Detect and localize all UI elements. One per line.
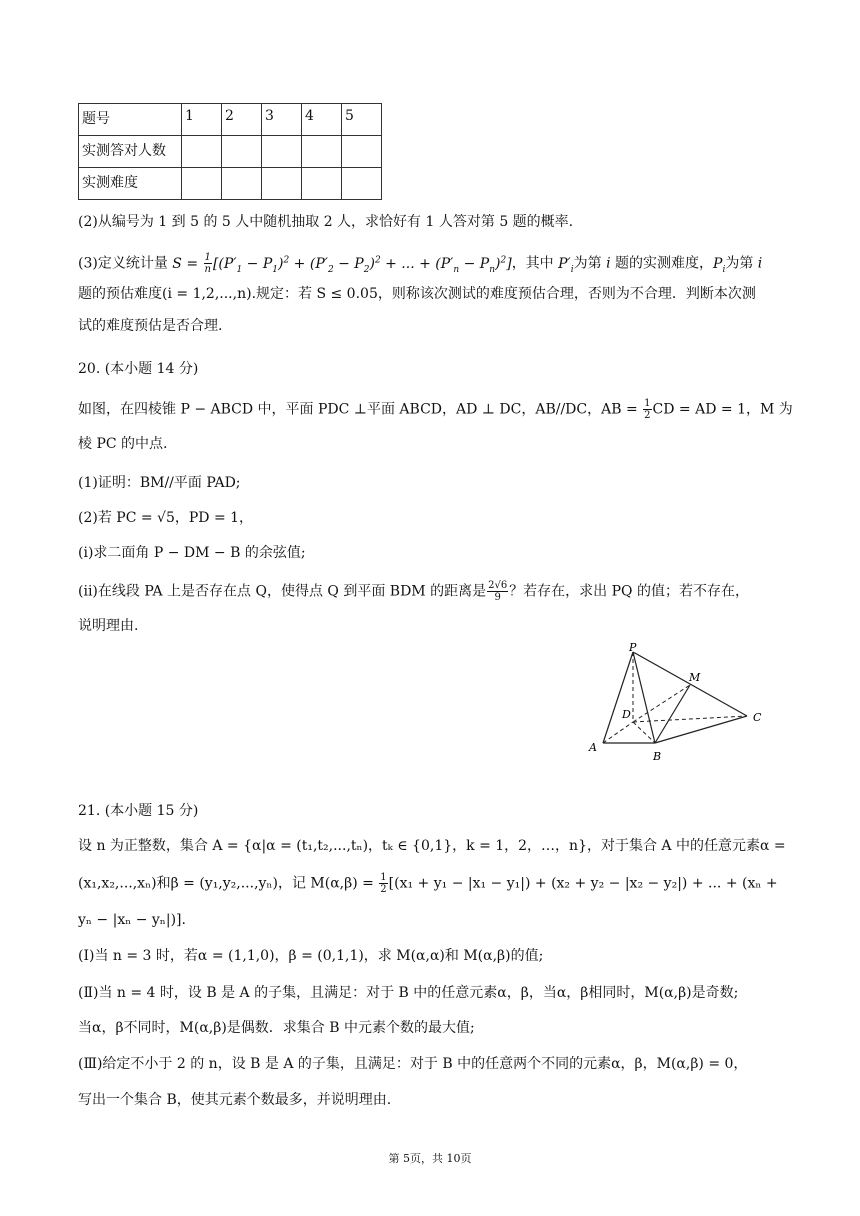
q19-part3-text: 为第 bbox=[725, 255, 758, 272]
table-cell bbox=[302, 136, 342, 168]
table-row-label: 实测难度 bbox=[79, 168, 182, 200]
table-cell bbox=[262, 136, 302, 168]
table-cell bbox=[342, 168, 382, 200]
segment-dm bbox=[633, 685, 690, 722]
table-header-row bbox=[79, 104, 382, 136]
q21-stem-line1: 设 n 为正整数，集合 A = {α|α = (t₁,t₂,...,tₙ)，tₖ ∈ {0,1}，k = 1，2，…，n}，对于集合 A 中的任意元素α = bbox=[78, 838, 786, 854]
table-header-cell: 1 bbox=[182, 104, 222, 136]
q20-stem-line1 bbox=[78, 398, 793, 421]
label-p: P bbox=[629, 643, 637, 654]
fraction-half bbox=[643, 398, 651, 421]
q19-part3-line2: 题的预估难度(i = 1,2,...,n).规定：若 S ≤ 0.05，则称该次测试的难度预估合理，否则为不合理．判断本次测 bbox=[78, 286, 756, 302]
q20-stem-text: CD = AD = 1，M 为 bbox=[652, 401, 793, 418]
edge-pc bbox=[633, 652, 747, 716]
q21-part2-line2: 当α，β不同时，M(α,β)是偶数．求集合 B 中元素个数的最大值; bbox=[78, 1020, 475, 1036]
score-table bbox=[78, 103, 382, 200]
q20-part2-ii-line1 bbox=[78, 580, 790, 603]
fraction-numerator: 1 bbox=[644, 398, 651, 409]
q19-part3-line3: 试的难度预估是否合理. bbox=[78, 318, 223, 334]
table-header-cell: 4 bbox=[302, 104, 342, 136]
edge-pa bbox=[603, 652, 633, 743]
table-cell bbox=[342, 136, 382, 168]
q20-part2: (2)若 PC = √5，PD = 1， bbox=[78, 510, 254, 526]
q19-part3-text: 为第 bbox=[573, 255, 607, 272]
table-row bbox=[79, 136, 382, 168]
fraction-half bbox=[379, 872, 387, 895]
table-cell bbox=[262, 168, 302, 200]
q19-part3-text: ，其中 bbox=[511, 255, 559, 272]
table-cell bbox=[302, 168, 342, 200]
q20-part2-ii-text: ？若存在，求出 PQ 的值；若不存在， bbox=[509, 583, 749, 600]
formula-s: S = $\frac{1}{n}$ [$(P'_1 - P_1)^2 + (P'_2 - P_2)^2$ + ... + $(P'_n - P_n)^2$] bbox=[172, 252, 512, 276]
table-header-cell: 3 bbox=[262, 104, 302, 136]
q20-title: 20. (本小题 14 分) bbox=[78, 361, 199, 377]
q20-stem-line2: 棱 PC 的中点. bbox=[78, 436, 168, 452]
q20-stem-text: 如图，在四棱锥 P − ABCD 中，平面 PDC ⊥平面 ABCD，AD ⊥ DC，AB//DC，AB = bbox=[78, 401, 643, 418]
label-b: B bbox=[653, 750, 662, 763]
label-c: C bbox=[753, 711, 762, 724]
q21-title: 21. (本小题 15 分) bbox=[78, 803, 199, 819]
table-cell bbox=[182, 136, 222, 168]
fraction-distance bbox=[487, 580, 508, 603]
pyramid-figure bbox=[585, 643, 765, 768]
label-a: A bbox=[589, 741, 597, 754]
table-cell bbox=[182, 168, 222, 200]
symbol-i: i bbox=[757, 255, 763, 272]
edge-db bbox=[633, 722, 655, 743]
symbol-i: i bbox=[606, 255, 611, 272]
q21-stem-text: (x₁,x₂,...,xₙ)和β = (y₁,y₂,...,yₙ)，记 M(α,β) = bbox=[78, 875, 379, 892]
page-footer: 第 5页，共 10页 bbox=[388, 1152, 472, 1165]
q21-stem-line2 bbox=[78, 872, 790, 895]
label-m: M bbox=[689, 671, 701, 684]
q21-part3-line1: (Ⅲ)给定不小于 2 的 n，设 B 是 A 的子集，且满足：对于 B 中的任意两个不同的元素α，β，M(α,β) = 0， bbox=[78, 1056, 748, 1072]
q20-part2-ii-line2: 说明理由. bbox=[78, 618, 139, 634]
symbol-pi: $P_i$ bbox=[713, 255, 726, 275]
q19-part3-text: 题的实测难度， bbox=[610, 255, 714, 272]
table-cell bbox=[222, 136, 262, 168]
q21-stem-text: [(x₁ + y₁ − |x₁ − y₁|) + (x₂ + y₂ − |x₂ − y₂|) + ... + (xₙ + bbox=[388, 875, 778, 892]
table-row bbox=[79, 168, 382, 200]
q21-part2-line1: (Ⅱ)当 n = 4 时，设 B 是 A 的子集，且满足：对于 B 中的任意元素α，β，当α，β相同时，M(α,β)是奇数; bbox=[78, 985, 739, 1001]
fraction-denominator: 9 bbox=[494, 592, 501, 603]
table-cell bbox=[222, 168, 262, 200]
q20-part2-i: (i)求二面角 P − DM − B 的余弦值; bbox=[78, 545, 306, 561]
table-header-cell: 题号 bbox=[79, 104, 182, 136]
q19-part3-text: (3)定义统计量 bbox=[78, 255, 173, 272]
q19-part3-line1 bbox=[78, 250, 790, 279]
q20-part2-ii-text: (ii)在线段 PA 上是否存在点 Q，使得点 Q 到平面 BDM 的距离是 bbox=[78, 583, 487, 600]
q20-part1: (1)证明：BM//平面 PAD; bbox=[78, 475, 241, 491]
table-row-label: 实测答对人数 bbox=[79, 136, 182, 168]
fraction-denominator: 2 bbox=[380, 884, 387, 895]
table-header-cell: 2 bbox=[222, 104, 262, 136]
edge-ad bbox=[603, 722, 633, 743]
fraction-numerator: 2√6 bbox=[488, 580, 508, 591]
fraction-numerator: 1 bbox=[380, 872, 387, 883]
symbol-pi-prime: $P'_i$ bbox=[558, 255, 574, 275]
fraction-denominator: 2 bbox=[644, 410, 651, 421]
q21-stem-line3: yₙ − |xₙ − yₙ|)]. bbox=[78, 912, 186, 928]
q19-part2: (2)从编号为 1 到 5 的 5 人中随机抽取 2 人，求恰好有 1 人答对第 5 题的概率. bbox=[78, 214, 574, 230]
table-header-cell: 5 bbox=[342, 104, 382, 136]
edge-pb bbox=[633, 652, 655, 743]
q21-part1: (Ⅰ)当 n = 3 时，若α = (1,1,0)，β = (0,1,1)，求 M(α,α)和 M(α,β)的值; bbox=[78, 948, 544, 964]
label-d: D bbox=[622, 708, 631, 721]
q21-part3-line2: 写出一个集合 B，使其元素个数最多，并说明理由. bbox=[78, 1092, 392, 1108]
